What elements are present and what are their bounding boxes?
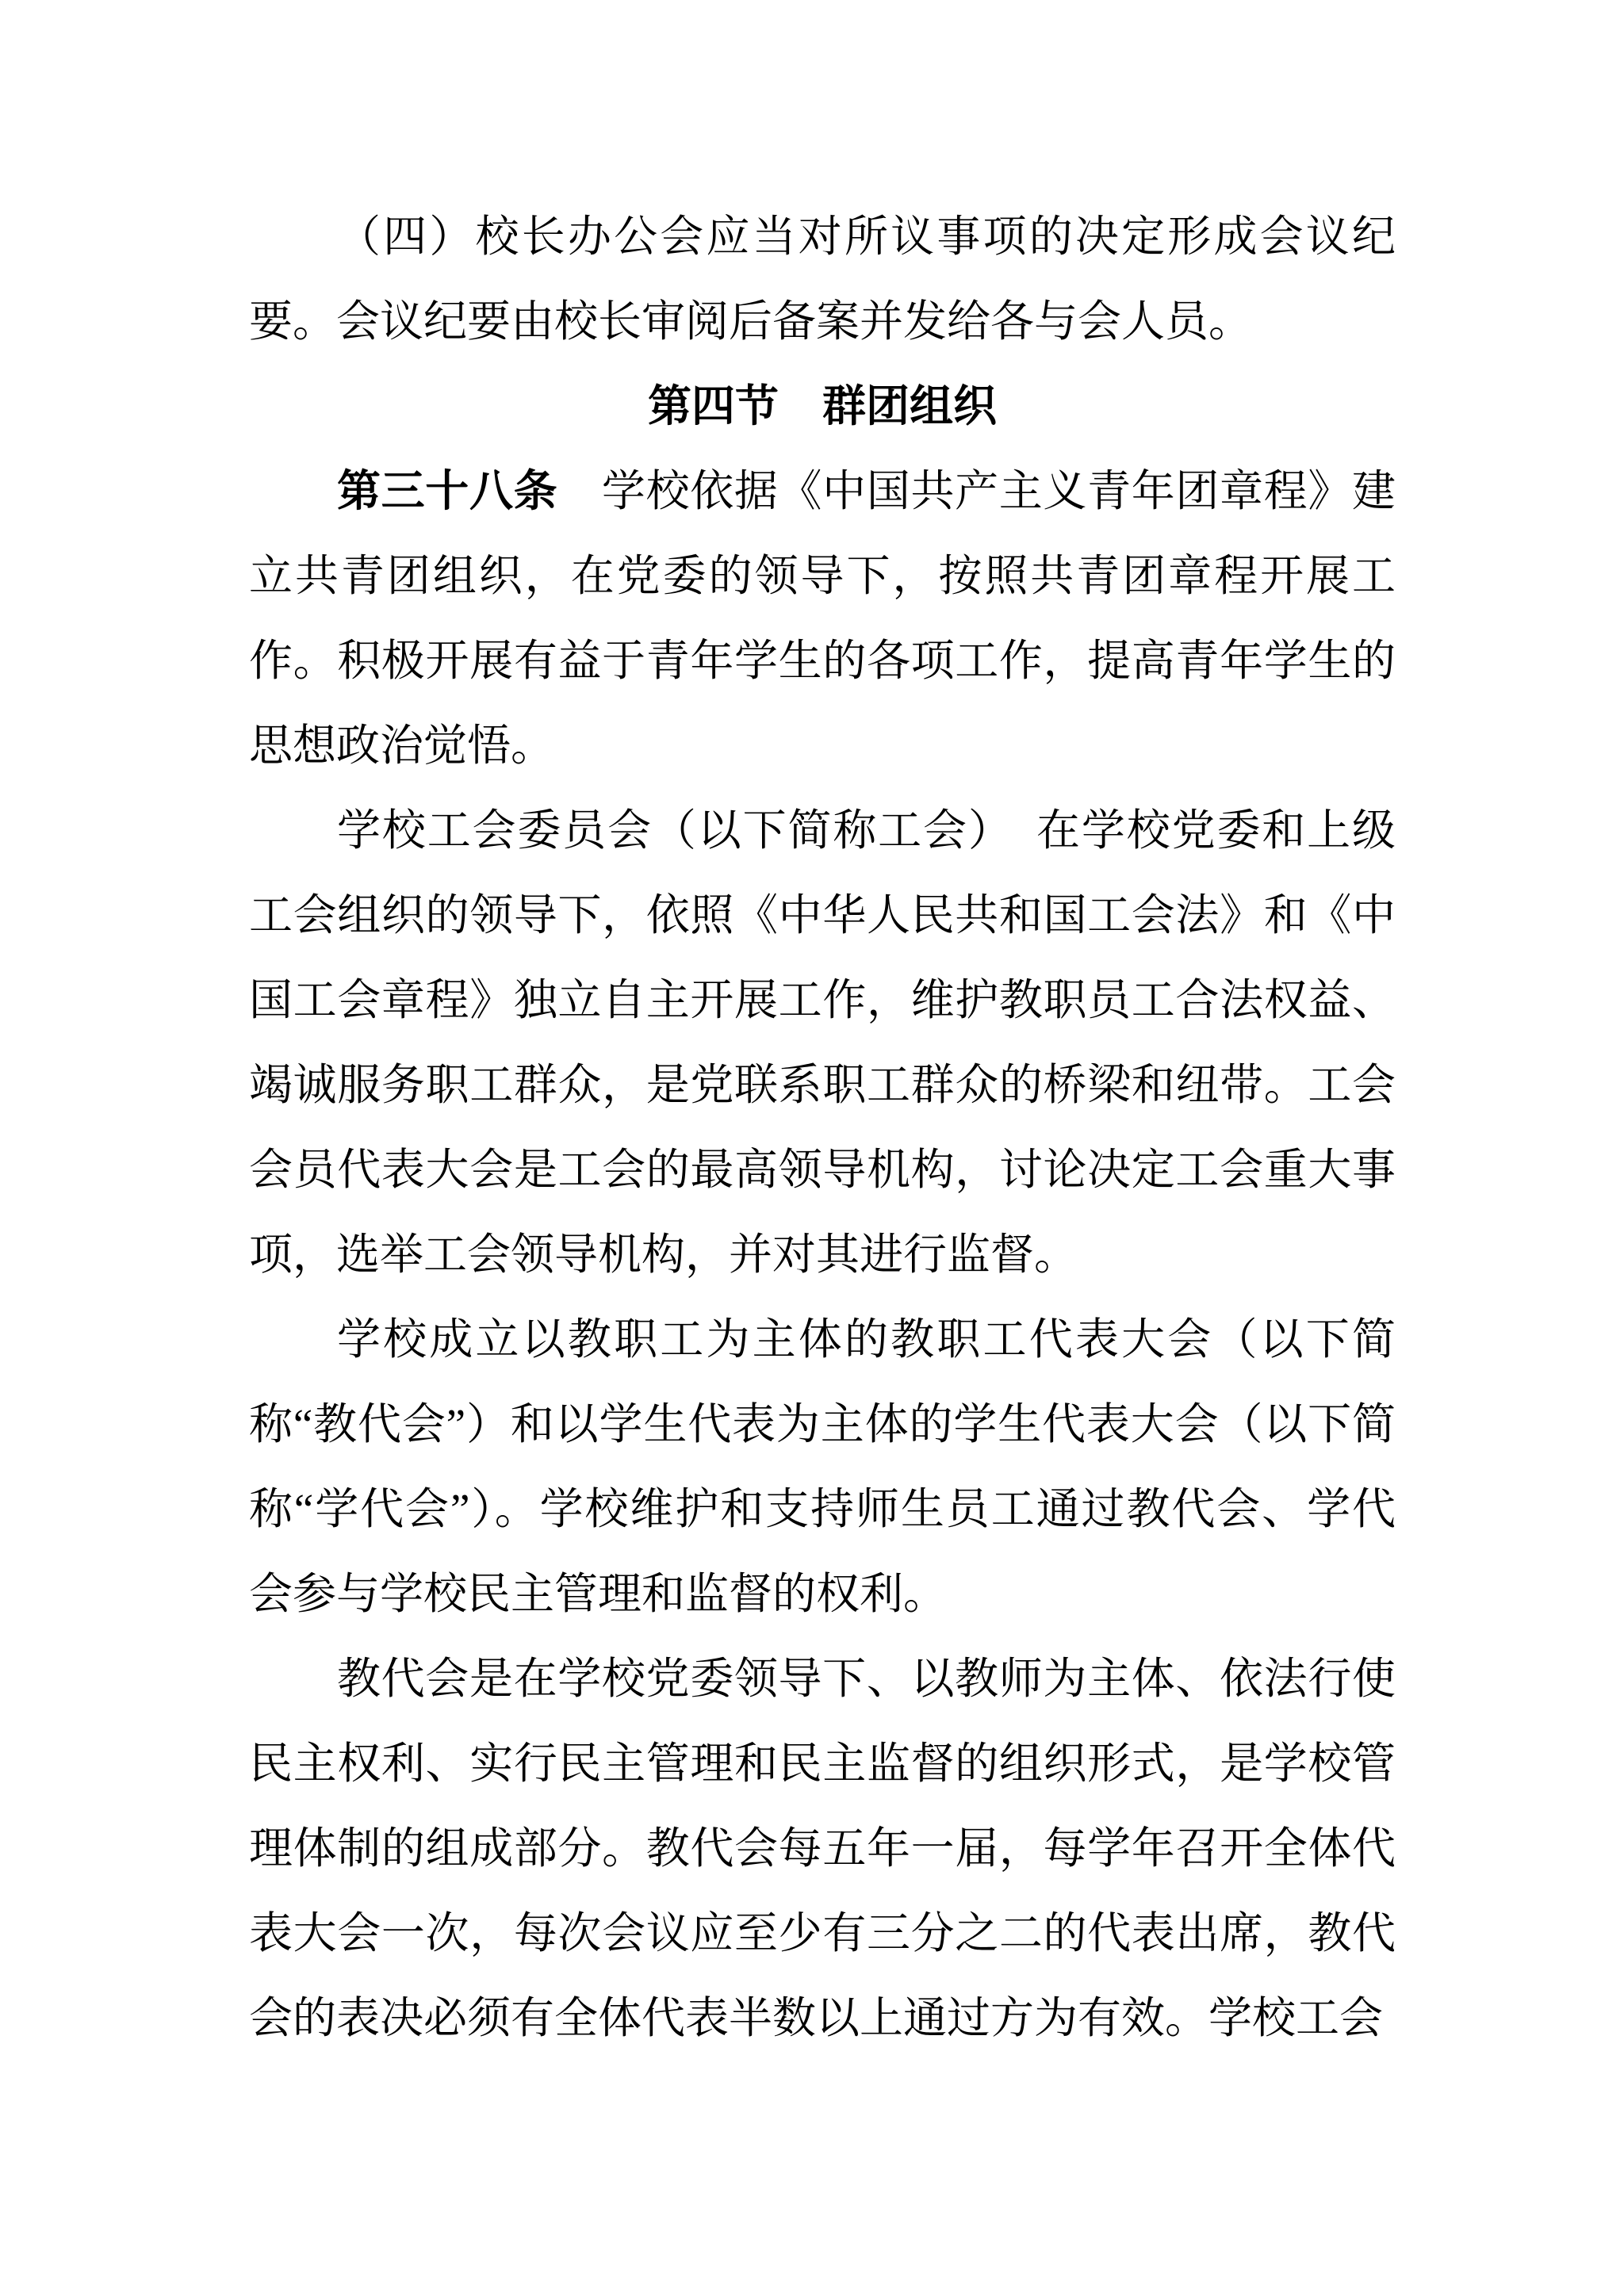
paragraph-staff-congress: 教代会是在学校党委领导下、以教师为主体、依法行使民主权利、实行民主管理和民主监督的组织形式，是学校管理体制的组成部分。教代会每五年一届，每学年召开全体代表大会一次，每次会议应至少有三分之二的代表出席，教代会的表决必须有全体代表半数以上通过方为有效。学校工会 [249, 1655, 1396, 2042]
article-number: 第三十八条 [337, 467, 558, 515]
paragraph-article-38 [249, 449, 1396, 788]
section-heading: 第四节 群团组织 [647, 382, 997, 430]
paragraph-labor-union: 学校工会委员会（以下简称工会） 在学校党委和上级工会组织的领导下，依照《中华人民共和国工会法》和《中国工会章程》独立自主开展工作，维护教职员工合法权益、竭诚服务职工群众，是党联系职工群众的桥梁和纽带。工会会员代表大会是工会的最高领导机构，讨论决定工会重大事项，选举工会领导机构，并对其进行监督。 [249, 806, 1396, 1279]
paragraph-congresses: 学校成立以教职工为主体的教职工代表大会（以下简称“教代会”）和以学生代表为主体的学生代表大会（以下简称“学代会”）。学校维护和支持师生员工通过教代会、学代会参与学校民主管理和监督的权利。 [249, 1315, 1396, 1618]
paragraph-meeting-minutes: （四）校长办公会应当对所议事项的决定形成会议纪要。会议纪要由校长审阅后备案并发给各与会人员。 [249, 212, 1396, 346]
article-body-text: 学校依据《中国共产主义青年团章程》建立共青团组织，在党委的领导下，按照共青团章程开展工作。积极开展有益于青年学生的各项工作，提高青年学生的思想政治觉悟。 [249, 467, 1396, 770]
